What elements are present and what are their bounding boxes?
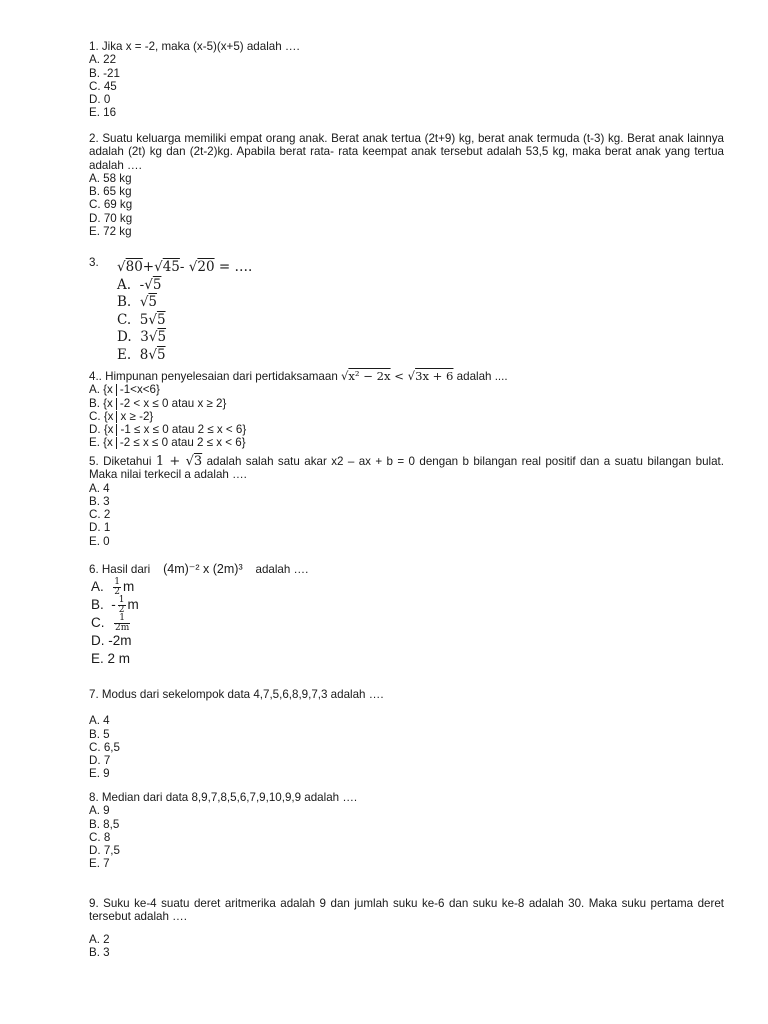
sqrt-symbol: √ [185, 454, 194, 469]
option-condition: -2 < x ≤ 0 atau x ≥ 2} [119, 396, 227, 410]
option-d: D. 7 [89, 754, 111, 768]
option-d: D. 7,5 [89, 844, 120, 858]
question-6 [89, 563, 724, 576]
sqrt-symbol: √ [117, 259, 126, 275]
option-a: A. 9 [89, 804, 110, 818]
option-condition: -1<x<6} [119, 383, 160, 397]
option-a: A. 4 [89, 481, 110, 495]
set-divider [116, 411, 117, 423]
stem-text: 4.. Himpunan penyelesaian dari pertidaksamaan [89, 370, 341, 383]
option-e [89, 436, 724, 449]
option-b: B. 8,5 [89, 817, 120, 831]
stem-text: 6. Hasil dari [89, 563, 151, 576]
option-e: E. 0 [89, 534, 110, 548]
sign: - [111, 597, 116, 613]
radicand-right: 3x + 6 [415, 369, 454, 383]
coefficient: - [139, 276, 145, 293]
option-letter: B. [117, 294, 132, 311]
question-stem: 2. Suatu keluarga memiliki empat orang anak. Berat anak tertua (2t+9) kg, berat anak termuda (t-3) kg. Berat anak lainnya adalah (2t) kg dan (2t-2)kg. Apabila berat rata- rata keempat anak tersebut adalah 53,5 kg, maka berat anak yang tertua adalah …. [89, 132, 724, 172]
set-divider [116, 384, 117, 396]
option-letter: A. [117, 276, 132, 293]
option-condition: -2 ≤ x ≤ 0 atau 2 ≤ x < 6} [119, 436, 246, 450]
option-c: C. 8 [89, 830, 111, 844]
question-stem [89, 563, 724, 576]
option-a: A. 22 [89, 53, 117, 67]
option-a: A. 58 kg [89, 171, 132, 185]
option-d [89, 423, 724, 436]
sqrt-symbol: √ [188, 259, 198, 275]
option-letter: B. [91, 597, 104, 613]
equals-sign: = …. [214, 259, 253, 275]
question-stem: 8. Median dari data 8,9,7,8,5,6,7,9,10,9,9 adalah …. [89, 791, 358, 804]
radicand: 3 [193, 454, 203, 469]
option-letter: A. [91, 579, 104, 595]
denominator: 2 [118, 605, 125, 615]
option-d: D. 0 [89, 93, 111, 107]
option-condition: -1 ≤ x ≤ 0 atau 2 ≤ x < 6} [120, 423, 247, 437]
set-divider [116, 424, 117, 436]
question-9 [89, 897, 724, 959]
option-a [91, 578, 139, 596]
numerator: 1 [118, 595, 125, 605]
option-e: E. 2 m [91, 651, 131, 666]
question-1 [89, 40, 724, 120]
fraction [114, 614, 130, 633]
option-b: B. 5 [89, 727, 110, 741]
option-b: B. 3 [89, 494, 110, 508]
sqrt-symbol: √ [341, 369, 349, 383]
plus-sign: + [142, 259, 155, 275]
option-d: D. -2m [91, 633, 132, 648]
option-letter: D. [117, 329, 132, 346]
radicand-left: x² − 2x [348, 369, 391, 383]
option-letter: C. [117, 311, 132, 328]
question-stem [89, 455, 724, 482]
inequality-expression [341, 369, 453, 383]
option-c: C. 45 [89, 79, 117, 93]
radicand: 20 [197, 259, 215, 275]
question-8 [89, 791, 724, 871]
question-number: 3. [89, 256, 99, 269]
radicand: 5 [157, 329, 167, 346]
coefficient: 5 [139, 311, 149, 328]
denominator: 2 [114, 587, 121, 597]
radicand: 5 [152, 276, 162, 293]
coefficient: 8 [139, 346, 149, 363]
option-c [89, 410, 724, 423]
option-c [91, 614, 139, 632]
option-b [89, 397, 724, 410]
option-prefix: C. {x [89, 409, 114, 423]
option-d [117, 329, 252, 347]
sqrt-symbol: √ [139, 294, 149, 311]
question-6-options [91, 578, 139, 668]
question-3 [117, 259, 252, 365]
radicand: 45 [162, 259, 180, 275]
numerator: 1 [114, 577, 121, 587]
variable: m [127, 597, 139, 613]
radicand: 5 [148, 294, 158, 311]
coefficient: 3 [140, 329, 149, 346]
stem-text: adalah salah satu akar x2 – ax + b = 0 dengan b bilangan real positif dan a suatu bilangan bulat. Maka nilai terkecil a adalah …. [89, 455, 724, 482]
option-a: A. 4 [89, 714, 110, 728]
option-prefix: E. {x [89, 436, 113, 450]
option-b [117, 294, 252, 312]
radicand: 5 [156, 346, 166, 363]
denominator: 2m [115, 623, 130, 633]
less-than-sign: < [390, 369, 408, 383]
numerator: 1 [114, 614, 130, 624]
option-a [89, 383, 724, 396]
sqrt-symbol: √ [407, 369, 416, 383]
option-d: D. 1 [89, 521, 111, 535]
option-letter: C. [91, 615, 105, 631]
question-7 [89, 688, 724, 781]
sqrt-symbol: √ [148, 346, 157, 363]
sqrt-symbol: √ [154, 259, 163, 275]
question-stem: 7. Modus dari sekelompok data 4,7,5,6,8,9,7,3 adalah …. [89, 688, 384, 701]
sqrt-symbol: √ [144, 276, 153, 293]
option-c: C. 69 kg [89, 198, 133, 212]
stem-text: adalah .... [453, 370, 508, 383]
stem-text: adalah …. [255, 563, 309, 576]
minus-sign: - [179, 259, 189, 275]
question-2 [89, 132, 724, 238]
sqrt-symbol: √ [148, 311, 157, 328]
option-e [117, 347, 252, 365]
option-b: B. 65 kg [89, 185, 132, 199]
radicand: 5 [156, 311, 166, 328]
radicand: 80 [125, 259, 143, 275]
option-a [117, 277, 252, 295]
question-5 [89, 455, 724, 548]
question-stem: 9. Suku ke-4 suatu deret aritmerika adalah 9 dan jumlah suku ke-6 dan suku ke-8 adalah 30. Maka suku pertama deret tersebut adalah …. [89, 897, 724, 924]
option-e: E. 72 kg [89, 225, 132, 239]
question-4 [89, 370, 724, 450]
sqrt-symbol: √ [148, 329, 158, 346]
option-c: C. 2 [89, 508, 111, 522]
set-divider [116, 437, 117, 449]
option-letter: E. [117, 346, 132, 363]
question-stem [89, 370, 724, 383]
option-b: B. 3 [89, 945, 110, 959]
option-condition: x ≥ -2} [120, 409, 154, 423]
option-e: E. 9 [89, 767, 110, 781]
option-b: B. -21 [89, 66, 120, 80]
stem-text: 5. Diketahui [89, 455, 156, 468]
option-c: C. 6,5 [89, 740, 120, 754]
variable: m [123, 579, 135, 595]
expression: (4m)⁻² x (2m)³ [163, 562, 243, 576]
option-prefix: A. {x [89, 383, 113, 397]
expr-constant: 1 + [155, 454, 186, 469]
option-c [117, 312, 252, 330]
set-divider [116, 398, 117, 410]
option-e: E. 7 [89, 857, 110, 871]
root-expression [156, 454, 202, 469]
question-stem: 1. Jika x = -2, maka (x-5)(x+5) adalah …. [89, 40, 300, 53]
option-prefix: D. {x [89, 423, 114, 437]
option-e: E. 16 [89, 106, 117, 120]
question-stem [117, 259, 252, 277]
option-a: A. 2 [89, 932, 110, 946]
option-d: D. 70 kg [89, 211, 133, 225]
option-b [91, 596, 139, 614]
option-prefix: B. {x [89, 396, 113, 410]
